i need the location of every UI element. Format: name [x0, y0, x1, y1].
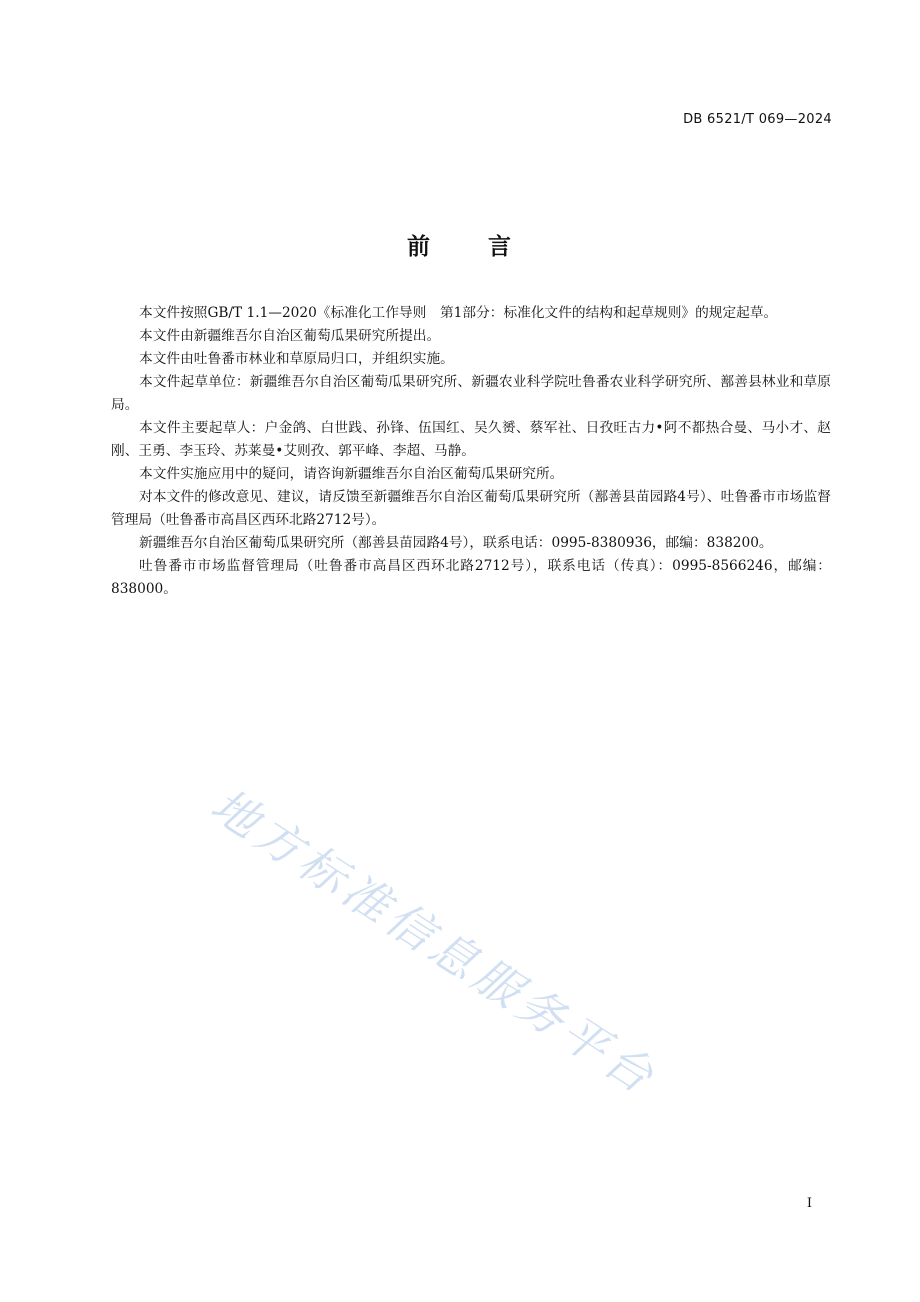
page-title-part-1: 前 — [407, 234, 432, 260]
paragraph-drafting-units: 本文件起草单位：新疆维吾尔自治区葡萄瓜果研究所、新疆农业科学院吐鲁番农业科学研究所、鄯善县林业和草原局。 — [111, 374, 831, 413]
paragraph-contact-bureau: 吐鲁番市市场监督管理局（吐鲁番市高昌区西环北路2712号），联系电话（传真）：0995-8566246，邮编：838000。 — [111, 558, 831, 597]
paragraph-proposer: 本文件由新疆维吾尔自治区葡萄瓜果研究所提出。 — [139, 328, 441, 344]
foreword-body — [111, 302, 831, 601]
page-title — [0, 228, 920, 261]
paragraph-drafters: 本文件主要起草人：户金鸽、白世践、孙锋、伍国红、吴久赟、蔡军社、日孜旺古力•阿不都热合曼、马小才、赵刚、王勇、李玉玲、苏莱曼•艾则孜、郭平峰、李超、马静。 — [111, 420, 831, 459]
paragraph-drafting-rules: 本文件按照GB/T 1.1—2020《标准化工作导则 第1部分：标准化文件的结构和起草规则》的规定起草。 — [139, 305, 778, 321]
page-number: I — [806, 1196, 812, 1211]
watermark: 地方标准信息服务平台 — [201, 777, 668, 1107]
paragraph-contact-institute: 新疆维吾尔自治区葡萄瓜果研究所（鄯善县苗园路4号），联系电话：0995-8380936，邮编：838200。 — [139, 535, 773, 551]
page-title-part-2: 言 — [488, 234, 513, 260]
paragraph-feedback: 对本文件的修改意见、建议，请反馈至新疆维吾尔自治区葡萄瓜果研究所（鄯善县苗园路4号）、吐鲁番市市场监督管理局（吐鲁番市高昌区西环北路2712号）。 — [111, 489, 831, 528]
paragraph-inquiries: 本文件实施应用中的疑问，请咨询新疆维吾尔自治区葡萄瓜果研究所。 — [139, 466, 564, 482]
paragraph-administrator: 本文件由吐鲁番市林业和草原局归口，并组织实施。 — [139, 351, 454, 367]
document-code: DB 6521/T 069—2024 — [683, 112, 832, 127]
